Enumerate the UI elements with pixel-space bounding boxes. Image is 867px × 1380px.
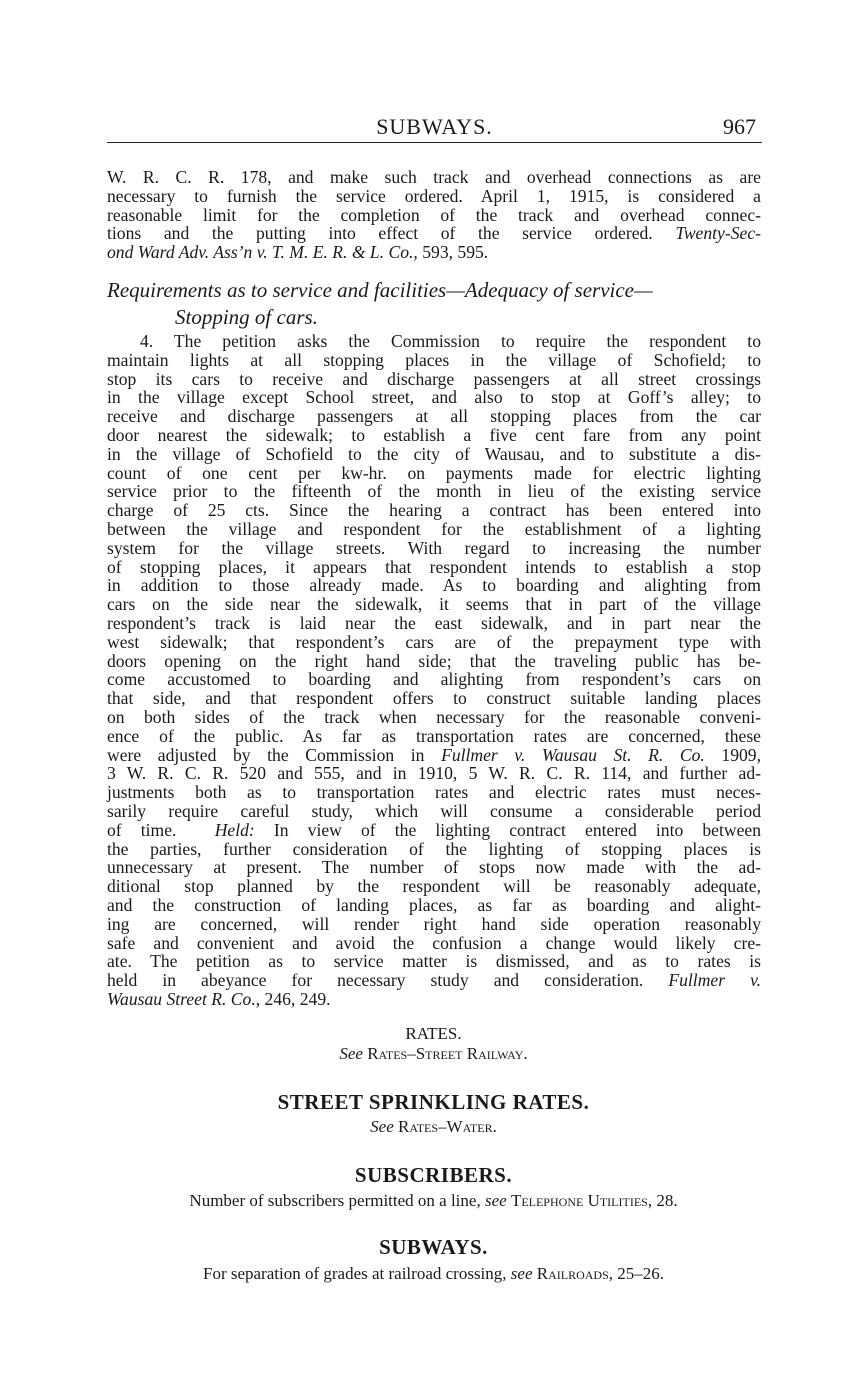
text-line: the parties, further consideration of the lighting of stopping places is bbox=[107, 838, 761, 859]
text-line: charge of 25 cts. Since the hearing a contract has been entered into bbox=[107, 500, 761, 521]
case-citation: ond Ward Adv. Ass’n v. T. M. E. R. & L. Co., bbox=[107, 242, 418, 263]
text-line: system for the village streets. With regard to increasing the number bbox=[107, 537, 761, 558]
text-line: in the village of Schofield to the city of Wausau, and to substitute a dis- bbox=[107, 443, 761, 464]
text-line: necessary to furnish the service ordered. April 1, 1915, is considered a bbox=[107, 185, 761, 206]
street-sprinkling-crossref: See Rates–Water. bbox=[370, 1117, 497, 1136]
text-line: service prior to the fifteenth of the month in lieu of the existing service bbox=[107, 481, 761, 502]
text-line: between the village and respondent for the establishment of a lighting bbox=[107, 518, 761, 539]
text-line: cars on the side near the sidewalk, it seems that in part of the village bbox=[107, 594, 761, 615]
text-line: tions and the putting into effect of the service ordered. Twenty-Sec- bbox=[107, 223, 761, 244]
text-line: maintain lights at all stopping places in the village of Schofield; to bbox=[107, 349, 761, 370]
section-subheading bbox=[107, 277, 767, 331]
text-line: ence of the public. As far as transportation rates are concerned, these bbox=[107, 725, 761, 746]
text-line: on both sides of the track when necessary for the reasonable conveni- bbox=[107, 706, 761, 727]
case-citation: Fullmer v. Wausau St. R. Co. bbox=[441, 744, 705, 765]
text-line: and the construction of landing places, as far as boarding and alight- bbox=[107, 894, 761, 915]
text-line: 4. The petition asks the Commission to require the respondent to bbox=[140, 331, 761, 351]
subheading-line: Stopping of cars. bbox=[175, 305, 318, 329]
text-line: of stopping places, it appears that respondent intends to establish a stop bbox=[107, 556, 761, 577]
text-line: were adjusted by the Commission in Fullmer v. Wausau St. R. Co. 1909, bbox=[107, 744, 761, 765]
text-line: Wausau Street R. Co., 246, 249. bbox=[107, 988, 331, 1009]
rates-heading: RATES. bbox=[405, 1024, 462, 1043]
paragraph-4 bbox=[107, 332, 761, 1009]
text-line: west sidewalk; that respondent’s cars are of the prepayment type with bbox=[107, 631, 761, 652]
case-citation: Wausau Street R. Co., bbox=[107, 988, 261, 1009]
text-line: in addition to those already made. As to boarding and alighting from bbox=[107, 575, 761, 596]
text-line: justments both as to transportation rates and electric rates must neces- bbox=[107, 782, 761, 803]
text-line: receive and discharge passengers at all stopping places from the car bbox=[107, 406, 761, 427]
header-rule bbox=[107, 142, 762, 143]
text-line: of time. Held: In view of the lighting contract entered into between bbox=[107, 819, 761, 840]
running-header bbox=[107, 114, 762, 144]
text-line: ond Ward Adv. Ass’n v. T. M. E. R. & L. Co., 593, 595. bbox=[107, 242, 489, 263]
case-citation: Twenty-Sec- bbox=[675, 223, 761, 244]
running-title: SUBWAYS. bbox=[376, 114, 493, 139]
subheading-line: Requirements as to service and facilities—Adequacy of service— bbox=[107, 278, 653, 302]
text-line: ing are concerned, will render right hand side operation reasonably bbox=[107, 913, 761, 934]
text-line: that side, and that respondent offers to construct suitable landing places bbox=[107, 688, 761, 709]
text-line: ate. The petition as to service matter is dismissed, and as to rates is bbox=[107, 951, 761, 972]
subways-entry bbox=[0, 1235, 867, 1284]
text-line: held in abeyance for necessary study and consideration. Fullmer v. bbox=[107, 970, 762, 991]
text-line: ditional stop planned by the respondent will be reasonably adequate, bbox=[107, 876, 761, 897]
text-line: W. R. C. R. 178, and make such track and overhead connections as are bbox=[107, 167, 761, 187]
text-line: stop its cars to receive and discharge passengers at all street crossings bbox=[107, 368, 761, 389]
subscribers-entry bbox=[0, 1163, 867, 1211]
held-label: Held: bbox=[214, 819, 255, 840]
text-line: come accustomed to boarding and alighting from respondent’s cars on bbox=[107, 669, 761, 690]
text-line: reasonable limit for the completion of the track and overhead connec- bbox=[107, 204, 761, 225]
text-line: respondent’s track is laid near the east sidewalk, and in part near the bbox=[107, 612, 761, 633]
text-line: doors opening on the right hand side; that the traveling public has be- bbox=[107, 650, 761, 671]
rates-entry bbox=[0, 1024, 867, 1064]
paragraph-continued bbox=[107, 168, 761, 262]
text-line: unnecessary at present. The number of stops now made with the ad- bbox=[107, 857, 761, 878]
street-sprinkling-entry bbox=[0, 1090, 867, 1137]
subscribers-text: Number of subscribers permitted on a line, see Telephone Utilities, 28. bbox=[189, 1191, 678, 1210]
street-sprinkling-heading: STREET SPRINKLING RATES. bbox=[277, 1090, 590, 1114]
text-line: in the village except School street, and also to stop at Goff’s alley; to bbox=[107, 387, 761, 408]
rates-crossref: See Rates–Street Railway. bbox=[339, 1044, 528, 1063]
subways-heading: SUBWAYS. bbox=[379, 1235, 488, 1259]
page-number: 967 bbox=[723, 114, 756, 139]
text-line: 3 W. R. C. R. 520 and 555, and in 1910, 5 W. R. C. R. 114, and further ad- bbox=[107, 763, 761, 784]
text-line: count of one cent per kw-hr. on payments made for electric lighting bbox=[107, 462, 761, 483]
case-citation: Fullmer v. bbox=[668, 970, 762, 991]
text-line: safe and convenient and avoid the confusion a change would likely cre- bbox=[107, 932, 761, 953]
subways-text: For separation of grades at railroad crossing, see Railroads, 25–26. bbox=[202, 1264, 665, 1283]
text-line: sarily require careful study, which will consume a considerable period bbox=[107, 800, 761, 821]
text-line: door nearest the sidewalk; to establish a five cent fare from any point bbox=[107, 424, 761, 445]
subscribers-heading: SUBSCRIBERS. bbox=[354, 1163, 513, 1187]
